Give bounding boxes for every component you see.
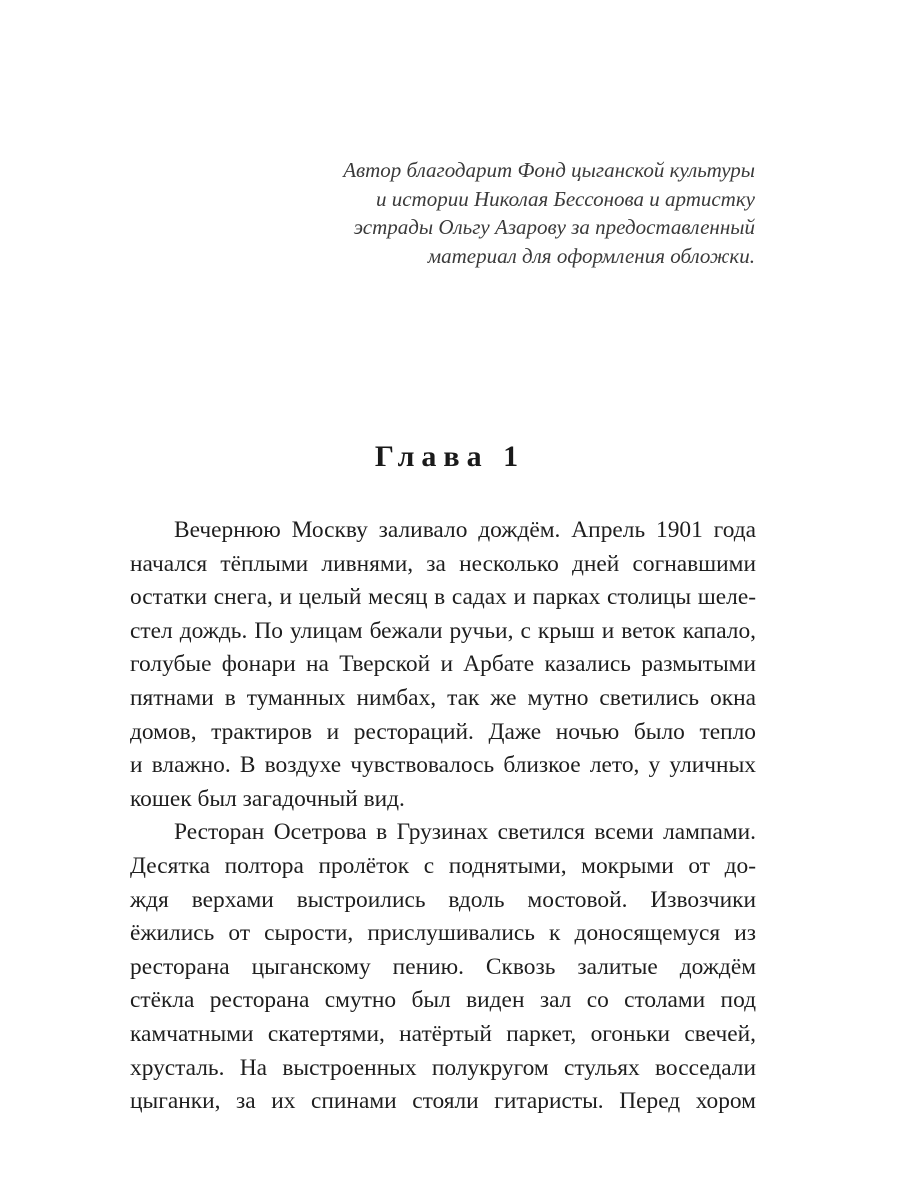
text-line: Десятка полтора пролёток с поднятыми, мокрыми от до- — [130, 852, 756, 879]
text-line: ресторана цыганскому пению. Сквозь залитые дождём — [130, 953, 756, 980]
text-line: камчатными скатертями, натёртый паркет, огоньки свечей, — [130, 1020, 756, 1047]
text-line: Ресторан Осетрова в Грузинах светился всеми лампами. — [174, 819, 756, 846]
text-line: хрусталь. На выстроенных полукругом стульях восседали — [130, 1054, 756, 1081]
text-line: начался тёплыми ливнями, за несколько дней согнавшими — [130, 550, 756, 577]
text-line: Вечернюю Москву заливало дождём. Апрель 1901 года — [174, 517, 756, 543]
text-line: стёкла ресторана смутно был виден зал со столами под — [130, 987, 756, 1014]
text-line: ёжились от сырости, прислушивались к доносящемуся из — [130, 920, 756, 947]
paragraph-1 — [130, 514, 756, 816]
paragraph-2 — [130, 816, 756, 1118]
text-line: пятнами в туманных нимбах, так же мутно светились окна — [130, 684, 756, 711]
text-line: цыганки, за их спинами стояли гитаристы. Перед хором — [130, 1088, 756, 1115]
text-line: голубые фонари на Тверской и Арбате казались размытыми — [130, 651, 756, 678]
acknowledgement-line: материал для оформления обложки. — [427, 243, 755, 268]
text-line: домов, трактиров и рестораций. Даже ночью было тепло — [130, 718, 756, 745]
text-line: кошек был загадочный вид. — [130, 785, 405, 812]
text-line: ждя верхами выстроились вдоль мостовой. Извозчики — [130, 886, 756, 913]
text-line: стел дождь. По улицам бежали ручьи, с крыш и веток капало, — [130, 617, 756, 644]
text-line: и влажно. В воздухе чувствовалось близкое лето, у уличных — [130, 752, 756, 779]
chapter-title: Глава 1 — [374, 440, 526, 473]
acknowledgement-line: и истории Николая Бессонова и артистку — [375, 186, 755, 211]
acknowledgement-line: эстрады Ольгу Азарову за предоставленный — [353, 215, 755, 239]
author-acknowledgement — [195, 156, 755, 270]
chapter-body — [130, 514, 756, 1119]
text-line: остатки снега, и целый месяц в садах и парках столицы шеле- — [130, 584, 756, 611]
acknowledgement-line: Автор благодарит Фонд цыганской культуры — [343, 158, 755, 182]
